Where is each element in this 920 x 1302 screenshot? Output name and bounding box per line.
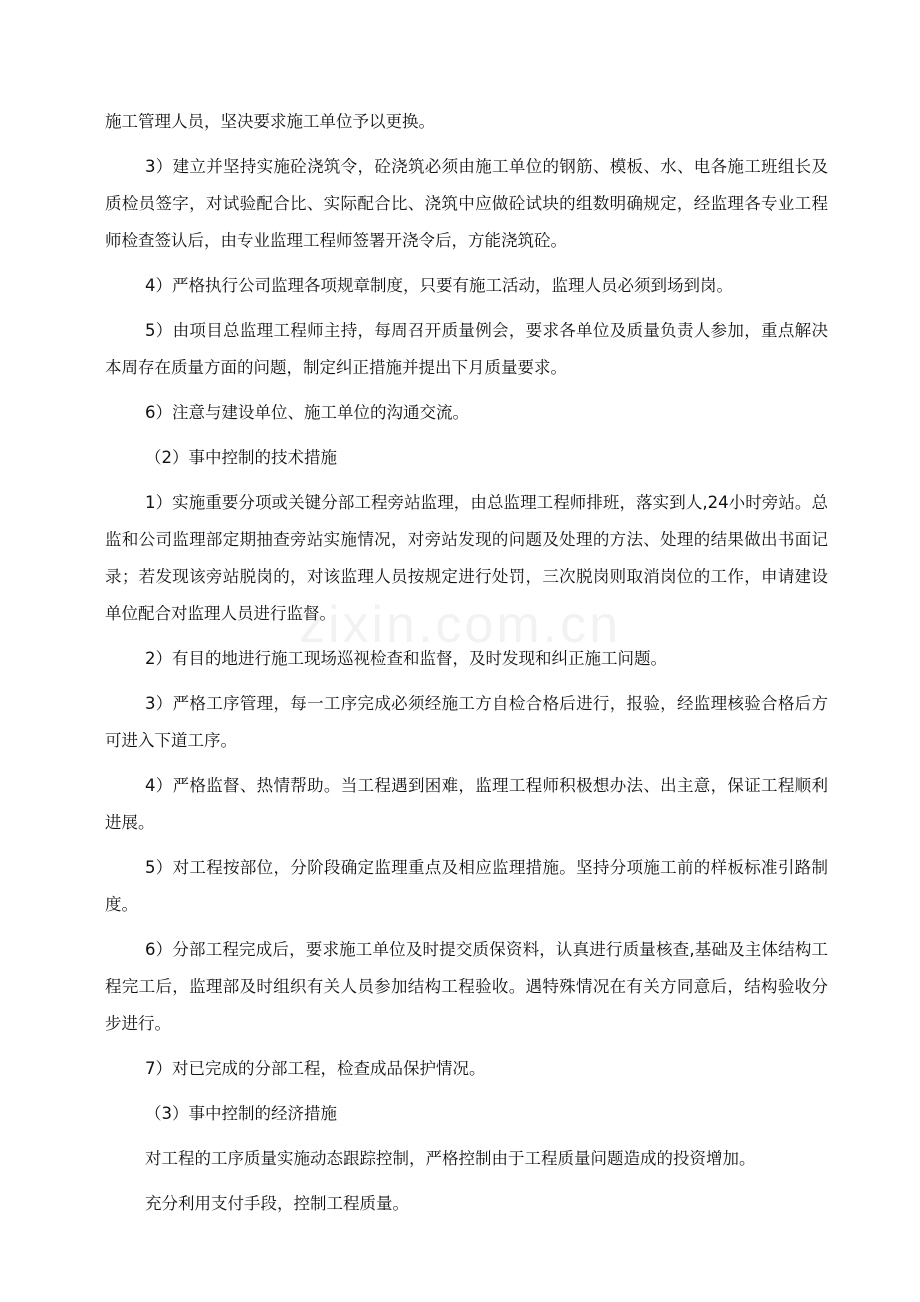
paragraph-econ-1: 对工程的工序质量实施动态跟踪控制，严格控制由于工程质量问题造成的投资增加。 [145, 1149, 756, 1168]
paragraph-tech-item-7: 7）对已完成的分部工程，检查成品保护情况。 [145, 1059, 486, 1078]
document-body [105, 103, 828, 1230]
paragraph-item-6: 6）注意与建设单位、施工单位的沟通交流。 [145, 403, 469, 422]
paragraph-tech-item-1: 1）实施重要分项或关键分部工程旁站监理，由总监理工程师排班，落实到人,24小时旁站。总监和公司监理部定期抽查旁站实施情况，对旁站发现的问题及处理的方法、处理的结果做出书面记录；若发现该旁站脱岗的，对该监理人员按规定进行处罚，三次脱岗则取消岗位的工作，申请建设单位配合对监理人员进行监督。 [105, 493, 828, 623]
paragraph-item-3: 3）建立并坚持实施砼浇筑令，砼浇筑必须由施工单位的钢筋、模板、水、电各施工班组长及质检员签字，对试验配合比、实际配合比、浇筑中应做砼试块的组数明确规定，经监理各专业工程师检查签认后，由专业监理工程师签署开浇令后，方能浇筑砼。 [105, 157, 828, 250]
paragraph-continuation: 施工管理人员，坚决要求施工单位予以更换。 [105, 112, 435, 131]
paragraph-tech-item-5: 5）对工程按部位，分阶段确定监理重点及相应监理措施。坚持分项施工前的样板标准引路制度。 [105, 858, 828, 914]
paragraph-econ-2: 充分利用支付手段，控制工程质量。 [145, 1194, 409, 1213]
paragraph-tech-item-4: 4）严格监督、热情帮助。当工程遇到困难，监理工程师积极想办法、出主意，保证工程顺利进展。 [105, 776, 828, 832]
section-heading-3: （3）事中控制的经济措施 [145, 1104, 337, 1123]
paragraph-item-4: 4）严格执行公司监理各项规章制度，只要有施工活动，监理人员必须到场到岗。 [145, 276, 733, 295]
section-heading-2: （2）事中控制的技术措施 [145, 448, 337, 467]
paragraph-tech-item-6: 6）分部工程完成后，要求施工单位及时提交质保资料，认真进行质量核查,基础及主体结构工程完工后，监理部及时组织有关人员参加结构工程验收。遇特殊情况在有关方同意后，结构验收分步进行。 [105, 940, 828, 1033]
watermark: zixin.com.cn [298, 596, 622, 654]
paragraph-tech-item-3: 3）严格工序管理，每一工序完成必须经施工方自检合格后进行，报验，经监理核验合格后方可进入下道工序。 [105, 694, 828, 750]
paragraph-item-5: 5）由项目总监理工程师主持，每周召开质量例会，要求各单位及质量负责人参加，重点解决本周存在质量方面的问题，制定纠正措施并提出下月质量要求。 [105, 321, 828, 377]
paragraph-tech-item-2: 2）有目的地进行施工现场巡视检查和监督，及时发现和纠正施工问题。 [145, 649, 667, 668]
